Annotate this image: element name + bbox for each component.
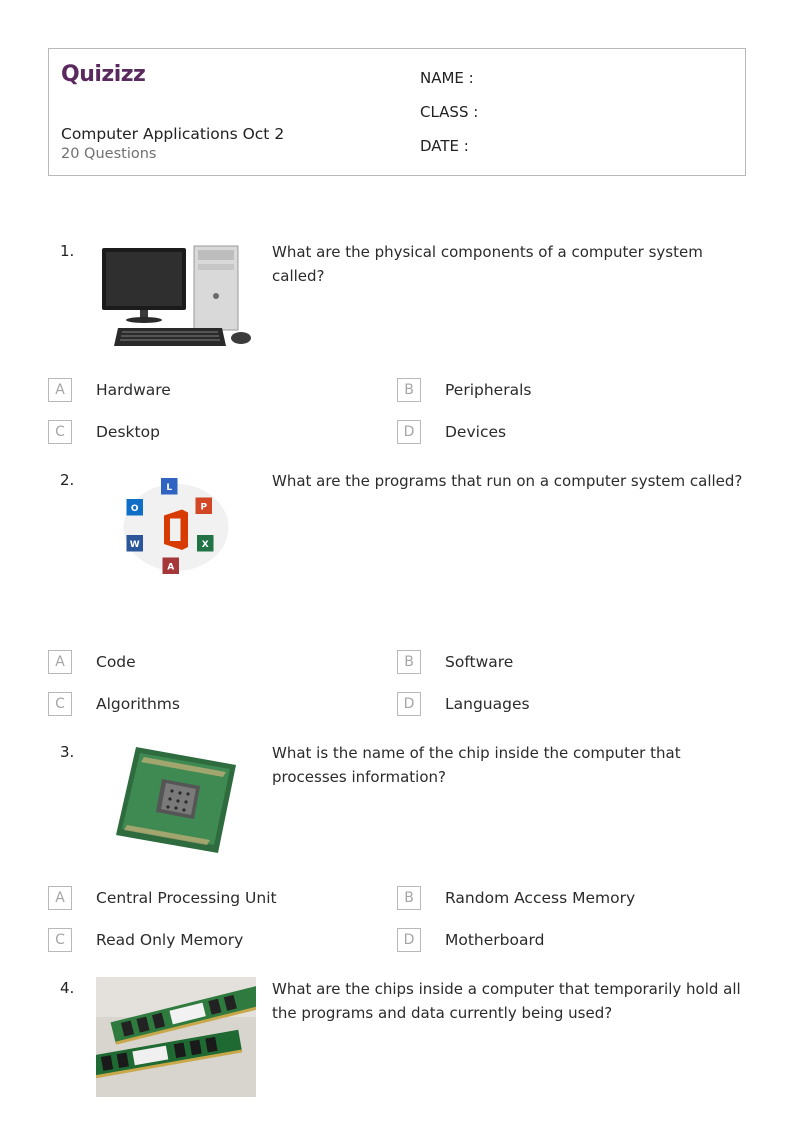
question-number: 4. <box>60 979 75 997</box>
option-letter: A <box>48 886 72 910</box>
option-b[interactable] <box>397 378 532 402</box>
desktop-computer-image <box>96 240 256 360</box>
option-b[interactable] <box>397 886 636 910</box>
option-c[interactable] <box>48 692 180 716</box>
svg-text:L: L <box>166 483 173 493</box>
option-text: Random Access Memory <box>445 889 636 907</box>
question-number: 2. <box>60 471 75 489</box>
option-a[interactable] <box>48 886 277 910</box>
option-text: Languages <box>445 695 530 713</box>
question-text: What are the chips inside a computer that temporarily hold all the programs and data currently being used? <box>272 980 741 1022</box>
quiz-title: Computer Applications Oct 2 <box>61 125 285 143</box>
option-letter: C <box>48 692 72 716</box>
question-number: 1. <box>60 242 75 260</box>
option-letter: B <box>397 886 421 910</box>
name-label: NAME : <box>420 69 474 87</box>
cpu-chip-image <box>96 741 256 861</box>
name-field <box>420 69 474 87</box>
option-letter: D <box>397 420 421 444</box>
option-a[interactable] <box>48 650 136 674</box>
svg-text:X: X <box>201 540 209 550</box>
svg-text:O: O <box>130 504 139 514</box>
svg-text:W: W <box>129 540 140 550</box>
question-count: 20 Questions <box>61 146 157 162</box>
option-d[interactable] <box>397 420 507 444</box>
option-letter: A <box>48 378 72 402</box>
svg-text:A: A <box>167 562 175 573</box>
question-text: What is the name of the chip inside the computer that processes information? <box>272 744 681 786</box>
option-letter: A <box>48 650 72 674</box>
option-c[interactable] <box>48 420 160 444</box>
option-text: Peripherals <box>445 381 532 399</box>
option-letter: C <box>48 928 72 952</box>
option-text: Desktop <box>96 423 160 441</box>
worksheet-header <box>48 48 746 176</box>
class-field <box>420 103 478 121</box>
option-text: Devices <box>445 423 507 441</box>
option-letter: B <box>397 650 421 674</box>
option-text: Read Only Memory <box>96 931 244 949</box>
question-text: What are the programs that run on a computer system called? <box>272 472 743 490</box>
question-text: What are the physical components of a computer system called? <box>272 243 703 285</box>
option-text: Central Processing Unit <box>96 889 277 907</box>
option-text: Algorithms <box>96 695 180 713</box>
option-d[interactable] <box>397 692 530 716</box>
question-number: 3. <box>60 743 75 761</box>
office-software-image <box>96 469 256 589</box>
option-text: Motherboard <box>445 931 545 949</box>
class-label: CLASS : <box>420 103 479 121</box>
option-c[interactable] <box>48 928 244 952</box>
option-text: Software <box>445 653 514 671</box>
option-d[interactable] <box>397 928 545 952</box>
option-letter: C <box>48 420 72 444</box>
option-letter: B <box>397 378 421 402</box>
option-b[interactable] <box>397 650 514 674</box>
option-text: Code <box>96 653 136 671</box>
date-field <box>420 137 469 155</box>
option-a[interactable] <box>48 378 171 402</box>
date-label: DATE : <box>420 137 469 155</box>
ram-modules-image <box>96 977 256 1097</box>
option-letter: D <box>397 928 421 952</box>
option-letter: D <box>397 692 421 716</box>
quizizz-logo <box>61 59 153 87</box>
svg-text:Quizizz: Quizizz <box>61 62 146 87</box>
option-text: Hardware <box>96 381 171 399</box>
svg-text:P: P <box>200 502 208 513</box>
